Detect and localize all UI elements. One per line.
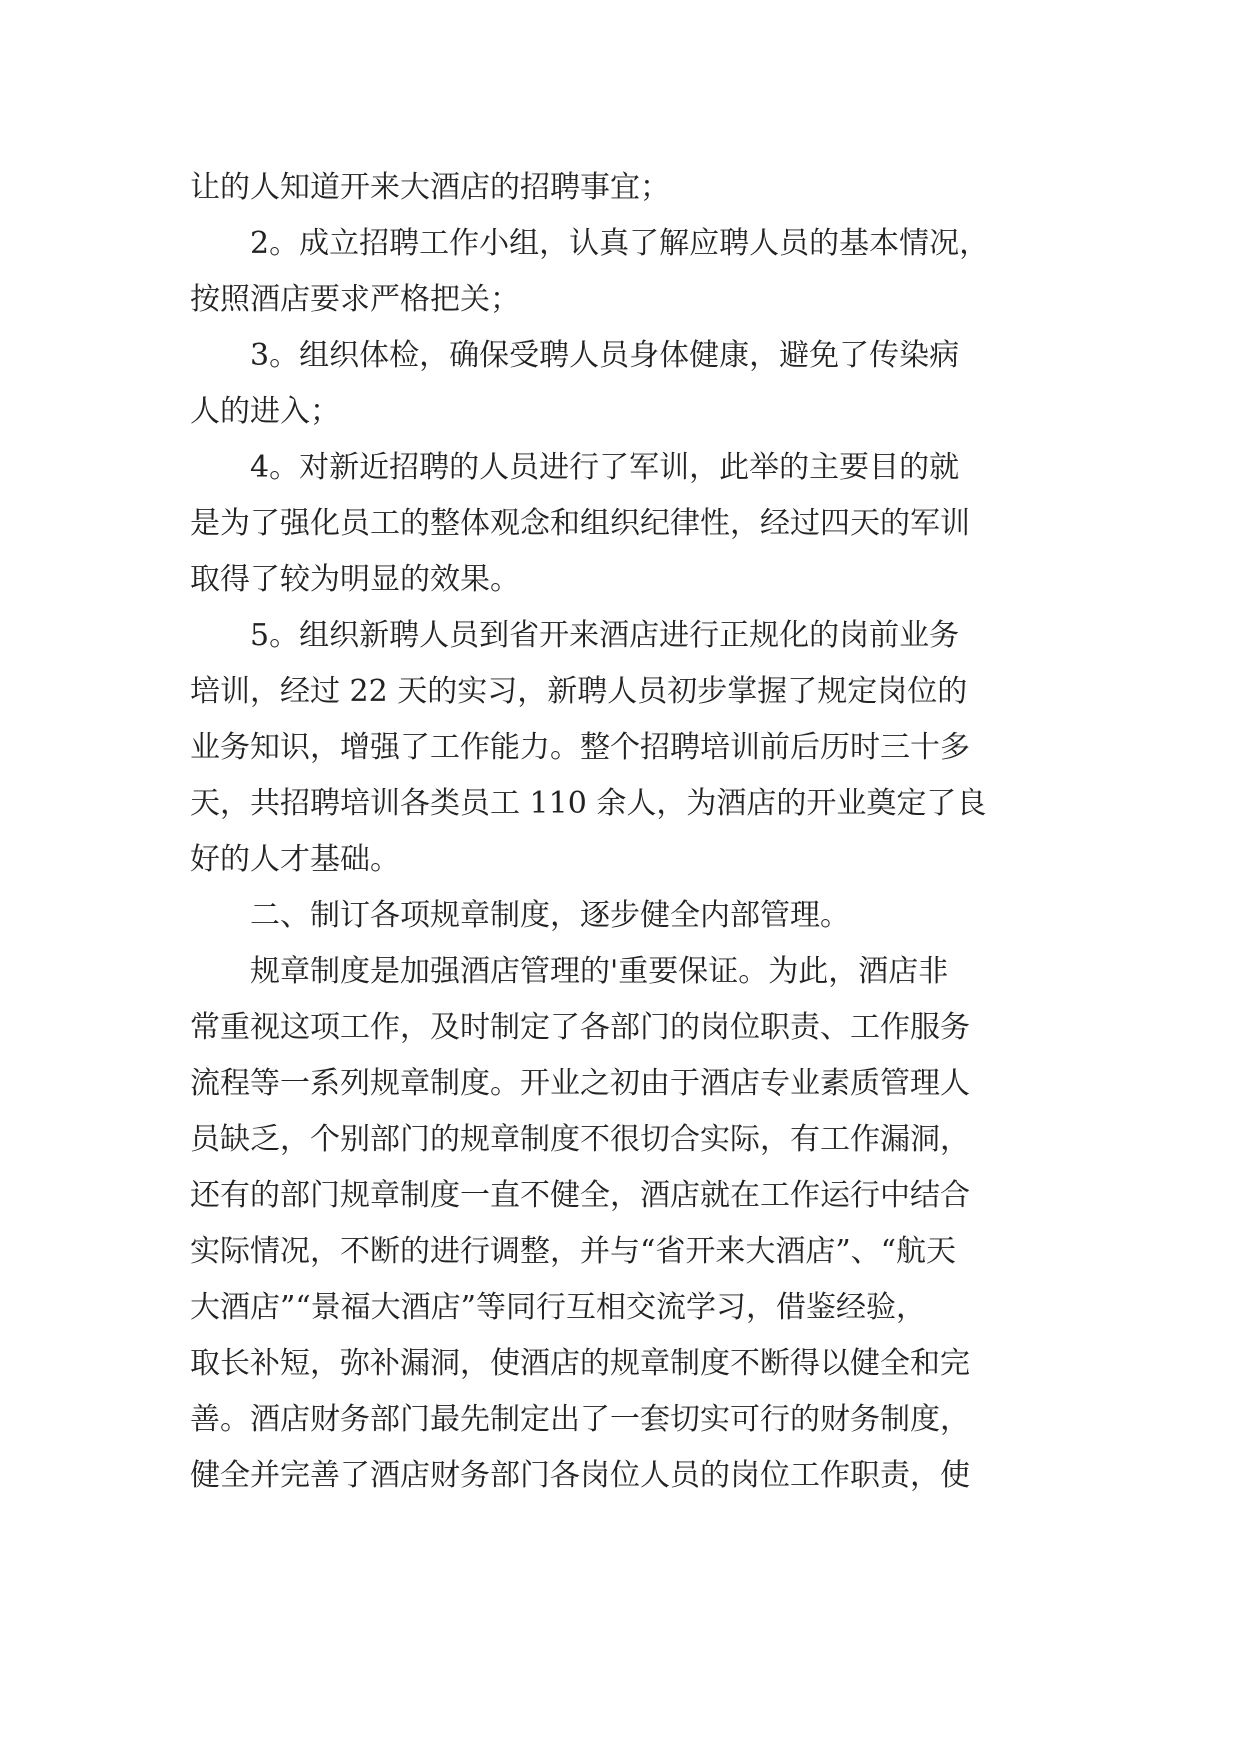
text-line: 业务知识，增强了工作能力。整个招聘培训前后历时三十多 [190, 730, 970, 765]
text-line: 天，共招聘培训各类员工 110 余人，为酒店的开业奠定了良 [190, 786, 987, 821]
text-line: 培训，经过 22 天的实习，新聘人员初步掌握了规定岗位的 [190, 674, 968, 709]
text-line: 是为了强化员工的整体观念和组织纪律性，经过四天的军训 [190, 506, 970, 541]
text-line: 5。组织新聘人员到省开来酒店进行正规化的岗前业务 [250, 618, 960, 653]
text-line: 3。组织体检，确保受聘人员身体健康，避免了传染病 [250, 338, 960, 373]
text-line: 常重视这项工作，及时制定了各部门的岗位职责、工作服务 [190, 1010, 970, 1045]
text-line: 实际情况，不断的进行调整，并与“省开来大酒店”、“航天 [190, 1234, 957, 1269]
text-line: 健全并完善了酒店财务部门各岗位人员的岗位工作职责，使 [190, 1458, 970, 1493]
text-line: 2。成立招聘工作小组，认真了解应聘人员的基本情况， [250, 226, 990, 261]
text-line: 还有的部门规章制度一直不健全，酒店就在工作运行中结合 [190, 1178, 970, 1213]
text-line: 好的人才基础。 [190, 842, 400, 877]
text-line: 取得了较为明显的效果。 [190, 562, 520, 597]
text-line: 大酒店”“景福大酒店”等同行互相交流学习，借鉴经验， [190, 1290, 927, 1325]
text-line: 取长补短，弥补漏洞，使酒店的规章制度不断得以健全和完 [190, 1346, 970, 1381]
text-line: 善。酒店财务部门最先制定出了一套切实可行的财务制度， [190, 1402, 970, 1437]
text-line: 规章制度是加强酒店管理的'重要保证。为此，酒店非 [250, 954, 949, 989]
text-line: 流程等一系列规章制度。开业之初由于酒店专业素质管理人 [190, 1066, 970, 1101]
section-heading: 二、制订各项规章制度，逐步健全内部管理。 [250, 898, 850, 933]
text-line: 员缺乏，个别部门的规章制度不很切合实际，有工作漏洞， [190, 1122, 970, 1157]
text-line: 让的人知道开来大酒店的招聘事宜； [190, 170, 670, 205]
text-line: 人的进入； [190, 394, 340, 429]
text-line: 4。对新近招聘的人员进行了军训，此举的主要目的就 [250, 450, 960, 485]
text-line: 按照酒店要求严格把关； [190, 282, 520, 317]
